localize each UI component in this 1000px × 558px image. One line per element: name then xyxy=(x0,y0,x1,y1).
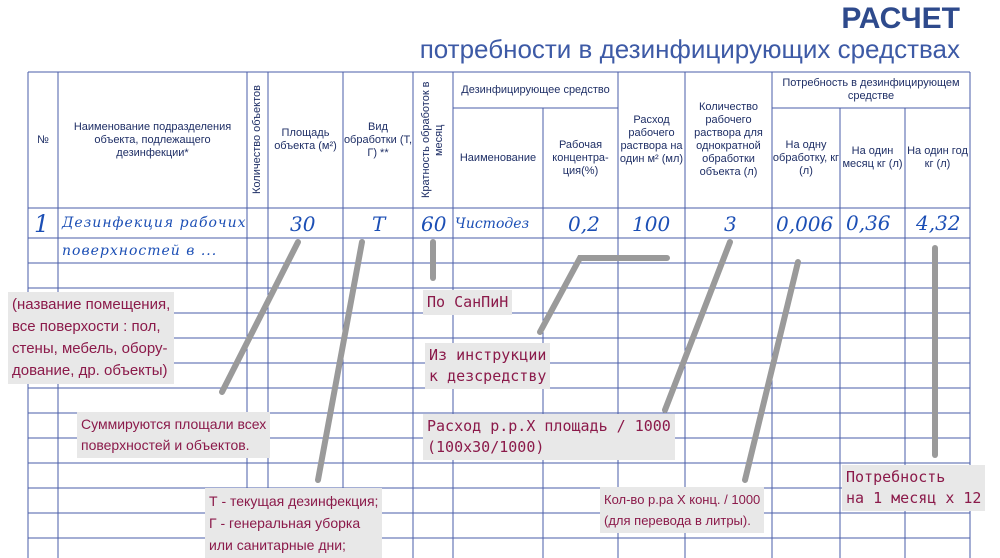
header-freq: Кратность обработок в месяц xyxy=(420,81,445,199)
header-type: Вид обработки (Т, Г) ** xyxy=(343,120,413,159)
title-line1: РАСЧЕТ xyxy=(841,2,960,35)
header-count: Количество объектов xyxy=(251,85,263,195)
header-name: Наименование подразделения объекта, подлежащего дезинфекции* xyxy=(73,120,232,159)
row-agent: Чистодез xyxy=(455,216,530,232)
arrow-type xyxy=(318,242,362,480)
arrow-quantity xyxy=(665,242,730,410)
row-name-line2: поверхностей в ... xyxy=(62,243,218,259)
header-agent-name: Наименование xyxy=(459,151,537,164)
title-line2: потребности в дезинфицирующих средствах xyxy=(419,34,960,64)
row-need-year: 4,32 xyxy=(916,211,961,235)
row-quantity: 3 xyxy=(724,212,737,236)
header-need-group: Потребность в дезинфицирующем средстве xyxy=(782,77,960,102)
note-kolvo: Кол-во р.ра Х конц. / 1000 (для перевода в литры). xyxy=(600,487,764,533)
note-types: Т - текущая дезинфекция; Г - генеральная уборка или санитарные дни; xyxy=(205,488,382,558)
header-area: Площадь объекта (м²) xyxy=(274,127,337,152)
arrow-area xyxy=(222,242,298,392)
note-room: (название помещения, все поверхости : пол, стены, мебель, обору- дование, др. объекты) xyxy=(8,292,174,384)
header-need-month: На один месяц кг (л) xyxy=(842,145,903,170)
header-num: № xyxy=(37,133,49,146)
row-need-month: 0,36 xyxy=(846,211,891,235)
header-consumption: Расход рабочего раствора на один м² (мл) xyxy=(619,114,684,165)
note-sanpin: По СанПиН xyxy=(423,290,512,315)
header-need-year: На один год кг (л) xyxy=(907,145,968,170)
arrow-conc xyxy=(540,258,667,332)
header-agent-conc: Рабочая концентра-ция(%) xyxy=(552,138,609,177)
row-area: 30 xyxy=(290,212,316,236)
note-sum: Суммируются площали всех поверхностей и объектов. xyxy=(77,412,270,458)
note-instructions: Из инструкции к дезсредству xyxy=(425,343,550,389)
note-rashod: Расход р.р.Х площадь / 1000 (100х30/1000) xyxy=(423,414,675,460)
header-agent-group: Дезинфицирующее средство xyxy=(461,83,610,96)
row-freq: 60 xyxy=(421,212,447,236)
row-type: Т xyxy=(372,212,386,236)
row-conc: 0,2 xyxy=(568,212,600,236)
header-need-one: На одну обработку, кг (л) xyxy=(772,138,840,177)
row-need-one: 0,006 xyxy=(776,212,834,236)
row-name-line1: Дезинфекция рабочих xyxy=(62,215,247,231)
row-consumption: 100 xyxy=(632,212,671,236)
note-need: Потребность на 1 месяц х 12 xyxy=(842,465,985,511)
row-num: 1 xyxy=(34,210,50,238)
header-quantity: Количество рабочего раствора для однократной обработки объекта (л) xyxy=(694,101,763,178)
